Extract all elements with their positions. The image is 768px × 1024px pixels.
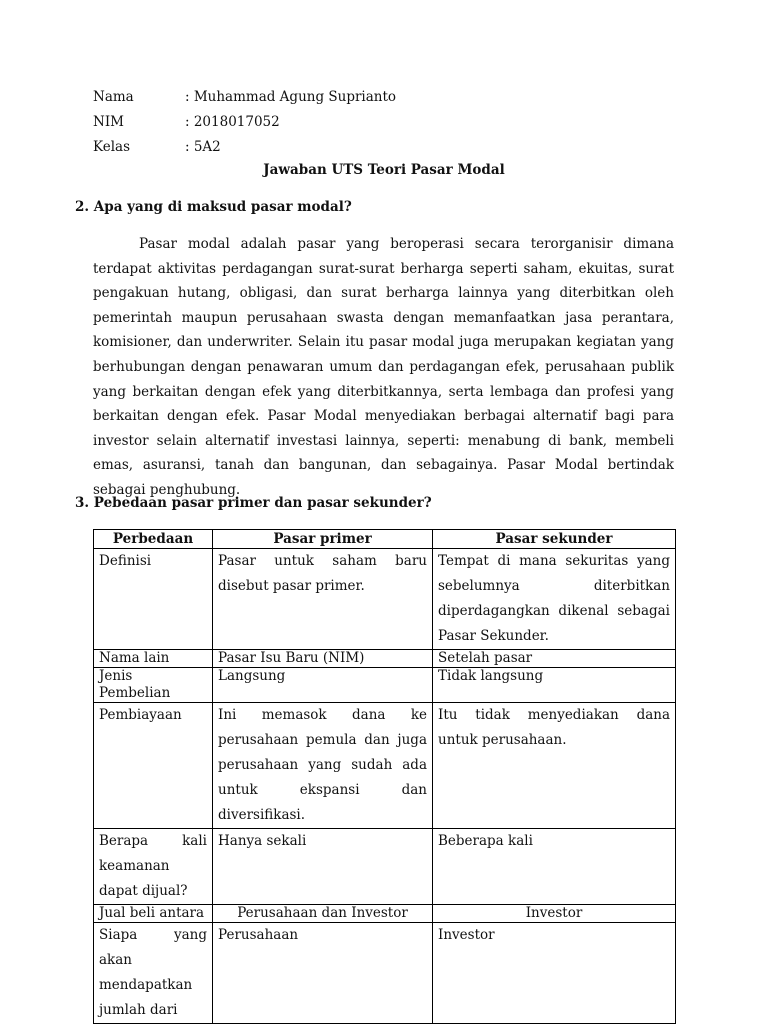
kelas-value: : 5A2 [185,139,221,155]
nim-label: NIM [93,114,124,130]
table-row [94,905,676,923]
table-cell: Pembiayaan [94,703,213,829]
table-cell: Perusahaan [213,923,433,1024]
table-header-cell: Pasar primer [213,530,433,549]
table-cell: Tempat di mana sekuritas yang sebelumnya diterbitkan diperdagangkan dikenal sebagai Pasar Sekunder. [433,549,676,650]
nim-value: : 2018017052 [185,114,280,130]
kelas-label: Kelas [93,139,131,155]
table-row [94,923,676,1024]
nama-label: Nama [93,89,134,105]
table-cell: Investor [433,905,676,923]
table-row [94,650,676,668]
document-title: Jawaban UTS Teori Pasar Modal [263,162,505,178]
table-row [94,668,676,703]
table-cell: Jual beli antara [94,905,213,923]
table-cell: Jenis Pembelian [94,668,213,703]
table-row [94,703,676,829]
table-header-cell: Pasar sekunder [433,530,676,549]
nama-value: : Muhammad Agung Suprianto [185,89,397,105]
table-cell: Siapa yang akan mendapatkan jumlah dari [94,923,213,1024]
table-header-cell: Perbedaan [94,530,213,549]
comparison-table [93,529,676,1024]
question-2-heading: 2. Apa yang di maksud pasar modal? [75,199,352,215]
table-header-row [94,530,676,549]
table-cell: Setelah pasar [433,650,676,668]
table-cell: Beberapa kali [433,829,676,905]
table-cell: Perusahaan dan Investor [213,905,433,923]
question-2-answer: Pasar modal adalah pasar yang beroperasi secara terorganisir dimana terdapat aktivitas perdagangan surat-surat berharga seperti saham, ekuitas, surat pengakuan hutang, obligasi, dan surat berharga lainnya yang diterbitkan oleh pemerintah maupun perusahaan swasta dengan memanfaatkan jasa perantara, komisioner, dan underwriter. Selain itu pasar modal juga merupakan kegiatan yang berhubungan dengan penawaran umum dan perdagangan efek, perusahaan publik yang berkaitan dengan efek yang diterbitkannya, serta lembaga dan profesi yang berkaitan dengan efek. Pasar Modal menyediakan berbagai alternatif bagi para investor selain alternatif investasi lainnya, seperti: menabung di bank, membeli emas, asuransi, tanah dan bangunan, dan sebagainya. Pasar Modal bertindak sebagai penghubung. [93,236,674,498]
table-cell: Investor [433,923,676,1024]
table-cell: Langsung [213,668,433,703]
table-cell: Ini memasok dana ke perusahaan pemula dan juga perusahaan yang sudah ada untuk ekspansi dan diversifikasi. [213,703,433,829]
table-cell: Nama lain [94,650,213,668]
table-cell: Itu tidak menyediakan dana untuk perusahaan. [433,703,676,829]
table-cell: Hanya sekali [213,829,433,905]
table-cell: Pasar Isu Baru (NIM) [213,650,433,668]
table-cell: Definisi [94,549,213,650]
question-3-heading: 3. Pebedaan pasar primer dan pasar sekunder? [75,495,432,511]
table-cell: Tidak langsung [433,668,676,703]
table-row [94,549,676,650]
table-cell: Pasar untuk saham baru disebut pasar primer. [213,549,433,650]
table-row [94,829,676,905]
table-cell: Berapa kali keamanan dapat dijual? [94,829,213,905]
